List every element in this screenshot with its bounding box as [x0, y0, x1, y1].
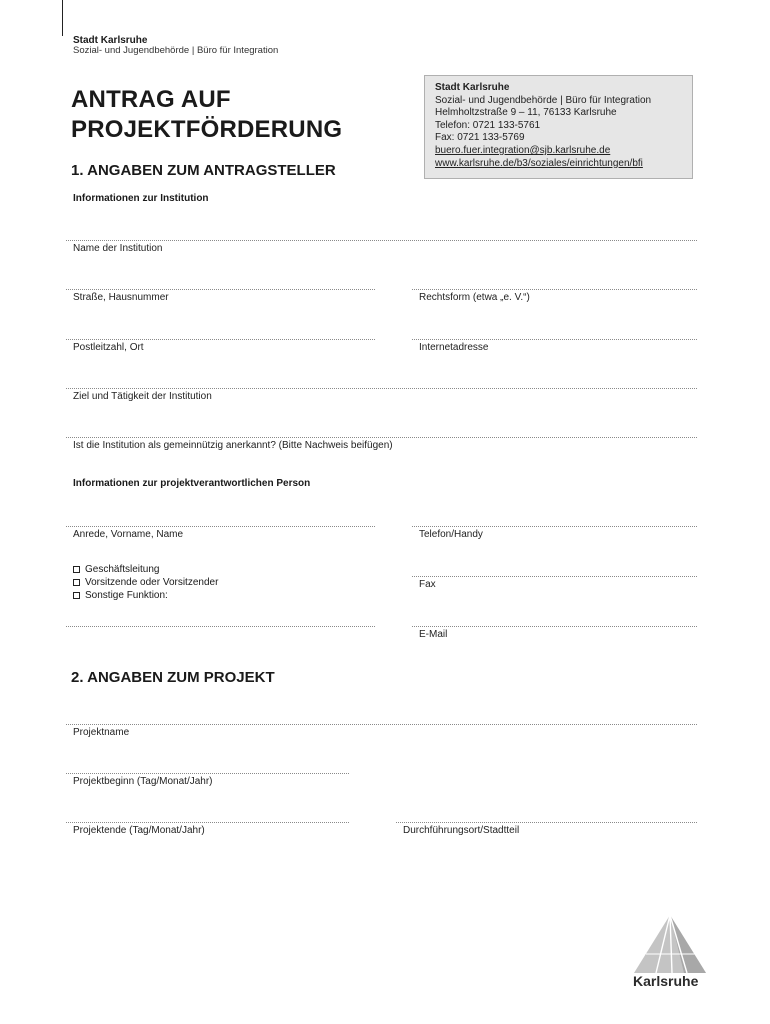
- address-web-link[interactable]: www.karlsruhe.de/b3/soziales/einrichtungen/bfi: [435, 157, 643, 169]
- checkbox-management-label: Geschäftsleitung: [85, 564, 160, 575]
- header-subtitle: Sozial- und Jugendbehörde | Büro für Integration: [73, 45, 279, 56]
- address-department: Sozial- und Jugendbehörde | Büro für Integration: [435, 94, 652, 106]
- checkbox-chair[interactable]: [73, 579, 80, 586]
- institution-heading: Informationen zur Institution: [73, 193, 209, 204]
- nonprofit-input[interactable]: [66, 437, 697, 438]
- person-phone-input[interactable]: [412, 526, 697, 527]
- function-checkbox-group: [73, 563, 218, 602]
- website-label: Internetadresse: [419, 342, 489, 353]
- address-fax: Fax: 0721 133-5769: [435, 132, 525, 144]
- form-title-line1: ANTRAG AUF: [71, 86, 231, 113]
- project-end-label: Projektende (Tag/Monat/Jahr): [73, 825, 205, 836]
- checkbox-chair-label: Vorsitzende oder Vorsitzender: [85, 577, 219, 588]
- person-name-label: Anrede, Vorname, Name: [73, 529, 184, 540]
- header-org: Stadt Karlsruhe: [73, 35, 148, 46]
- person-fax-label: Fax: [419, 579, 436, 590]
- section2-heading: 2. ANGABEN ZUM PROJEKT: [71, 669, 275, 686]
- street-label: Straße, Hausnummer: [73, 292, 169, 303]
- person-phone-label: Telefon/Handy: [419, 529, 483, 540]
- legal-form-input[interactable]: [412, 289, 697, 290]
- institution-name-label: Name der Institution: [73, 243, 163, 254]
- address-name: Stadt Karlsruhe: [435, 82, 510, 93]
- checkbox-row-chair[interactable]: [73, 576, 218, 589]
- project-location-label: Durchführungsort/Stadtteil: [403, 825, 520, 836]
- project-location-input[interactable]: [396, 822, 697, 823]
- goal-label: Ziel und Tätigkeit der Institution: [73, 391, 212, 402]
- header-divider: [62, 0, 63, 36]
- checkbox-management[interactable]: [73, 566, 80, 573]
- checkbox-other[interactable]: [73, 592, 80, 599]
- person-fax-input[interactable]: [412, 576, 697, 577]
- other-function-input[interactable]: [66, 626, 375, 627]
- nonprofit-label: Ist die Institution als gemeinnützig anerkannt? (Bitte Nachweis beifügen): [73, 440, 393, 451]
- website-input[interactable]: [412, 339, 697, 340]
- checkbox-row-management[interactable]: [73, 563, 218, 576]
- form-title-line2: PROJEKTFÖRDERUNG: [71, 116, 343, 143]
- person-name-input[interactable]: [66, 526, 375, 527]
- address-street: Helmholtzstraße 9 – 11, 76133 Karlsruhe: [435, 107, 617, 119]
- zip-city-input[interactable]: [66, 339, 375, 340]
- address-email-link[interactable]: buero.fuer.integration@sjb.karlsruhe.de: [435, 144, 611, 156]
- checkbox-row-other[interactable]: [73, 589, 218, 602]
- address-phone: Telefon: 0721 133-5761: [435, 119, 541, 131]
- project-name-label: Projektname: [73, 727, 130, 738]
- street-input[interactable]: [66, 289, 375, 290]
- person-email-label: E-Mail: [419, 629, 448, 640]
- project-name-input[interactable]: [66, 724, 697, 725]
- logo-text: Karlsruhe: [633, 973, 699, 989]
- project-end-input[interactable]: [66, 822, 349, 823]
- address-box: [424, 75, 693, 179]
- project-start-input[interactable]: [66, 773, 349, 774]
- person-heading: Informationen zur projektverantwortlichen Person: [73, 478, 311, 489]
- goal-input[interactable]: [66, 388, 697, 389]
- section1-heading: 1. ANGABEN ZUM ANTRAGSTELLER: [71, 162, 336, 179]
- checkbox-other-label: Sonstige Funktion:: [85, 590, 168, 601]
- person-email-input[interactable]: [412, 626, 697, 627]
- project-start-label: Projektbeginn (Tag/Monat/Jahr): [73, 776, 213, 787]
- institution-name-input[interactable]: [66, 240, 697, 241]
- zip-city-label: Postleitzahl, Ort: [73, 342, 144, 353]
- legal-form-label: Rechtsform (etwa „e. V.“): [419, 292, 530, 303]
